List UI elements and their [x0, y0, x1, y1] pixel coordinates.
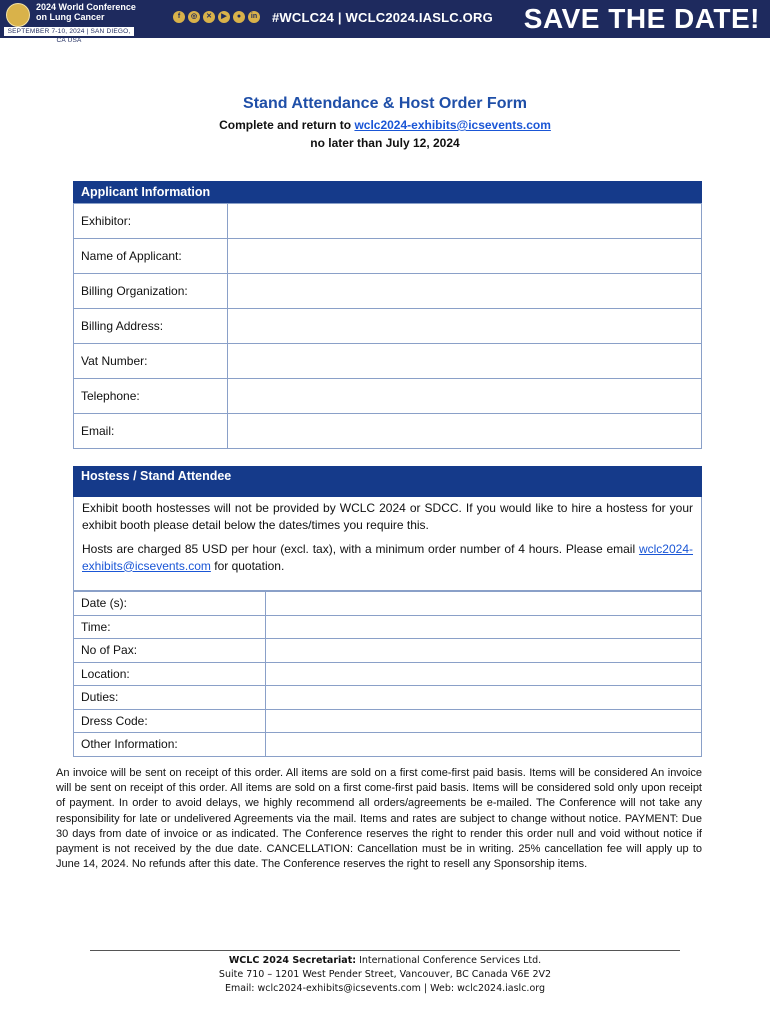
exhibits-email-link[interactable]: wclc2024-exhibits@icsevents.com	[354, 118, 551, 132]
field-input[interactable]	[228, 239, 702, 274]
field-label: Duties:	[74, 686, 266, 710]
linkedin-icon[interactable]: in	[248, 11, 260, 23]
footer-address: Suite 710 – 1201 West Pender Street, Vancouver, BC Canada V6E 2V2	[218, 969, 552, 980]
footer-contact: Email: wclc2024-exhibits@icsevents.com | Web: wclc2024.iaslc.org	[224, 983, 546, 994]
hostess-table	[73, 591, 702, 757]
field-input[interactable]	[266, 592, 702, 616]
top-banner	[0, 0, 770, 44]
hostess-row	[74, 709, 702, 733]
field-input[interactable]	[266, 709, 702, 733]
return-instruction	[0, 118, 770, 132]
field-input[interactable]	[228, 344, 702, 379]
hostess-row	[74, 592, 702, 616]
applicant-row	[74, 344, 702, 379]
hostess-paragraph-2	[82, 541, 693, 574]
conference-name-line1: 2024 World Conference	[36, 2, 136, 12]
secretariat-name: International Conference Services Ltd.	[356, 955, 542, 966]
form-title: Stand Attendance & Host Order Form	[243, 95, 527, 112]
hostess-rate-text: Hosts are charged 85 USD per hour (excl. tax), with a minimum order number of 4 hours. Please email	[82, 542, 639, 556]
applicant-row	[74, 379, 702, 414]
field-input[interactable]	[228, 309, 702, 344]
secretariat-label: WCLC 2024 Secretariat:	[228, 955, 357, 966]
conference-logo-icon	[6, 3, 30, 27]
footer-divider	[90, 950, 680, 951]
hostess-info	[73, 497, 702, 591]
field-label: Exhibitor:	[74, 204, 228, 239]
hostess-quotation-text: for quotation.	[210, 558, 285, 573]
field-input[interactable]	[266, 639, 702, 663]
facebook-icon[interactable]: f	[173, 11, 185, 23]
field-input[interactable]	[266, 662, 702, 686]
save-the-date-heading: SAVE THE DATE!	[523, 3, 760, 34]
field-label: Location:	[74, 662, 266, 686]
field-label: Name of Applicant:	[74, 239, 228, 274]
hostess-row	[74, 686, 702, 710]
field-label: Other Information:	[74, 733, 266, 757]
applicant-row	[74, 204, 702, 239]
instruction-text: Complete and return to	[219, 118, 355, 132]
applicant-row	[74, 239, 702, 274]
hashtag-website: #WCLC24 | WCLC2024.IASLC.ORG	[272, 10, 493, 25]
hostess-section-header: Hostess / Stand Attendee	[73, 466, 702, 497]
field-label: Time:	[74, 615, 266, 639]
footer-secretariat	[0, 955, 770, 966]
field-label: Billing Organization:	[74, 274, 228, 309]
field-input[interactable]	[228, 204, 702, 239]
field-input[interactable]	[228, 274, 702, 309]
field-label: Vat Number:	[74, 344, 228, 379]
youtube-icon[interactable]: ▶	[218, 11, 230, 23]
wechat-icon[interactable]: ●	[233, 11, 245, 23]
instagram-icon[interactable]: ◎	[188, 11, 200, 23]
conference-name	[36, 2, 146, 22]
hostess-row	[74, 662, 702, 686]
field-input[interactable]	[228, 414, 702, 449]
hostess-paragraph-1: Exhibit booth hostesses will not be provided by WCLC 2024 or SDCC. If you would like to hire a hostess for your exhibit booth please detail below the dates/times you require this.	[82, 501, 693, 532]
applicant-row	[74, 274, 702, 309]
field-input[interactable]	[266, 733, 702, 757]
applicant-table	[73, 203, 702, 449]
terms-and-conditions: An invoice will be sent on receipt of this order. All items are sold on a first come-first paid basis. Items will be considered An invoice will be sent on receipt of this order. All items are sold on a first come-first paid basis. Items will be considered sold only upon receipt of payment. In order to avoid delays, we highly recommend all orders/agreements be e-mailed. The Conference will not take any responsibility for late or undelivered Agreements via the mail. Items and rates are subject to change without notice. PAYMENT: Due 30 days from date of invoice or as indicated. The Conference reserves the right to render this order null and void without notice if payment is not received by the due date. CANCELLATION: Cancellation must be in writing. 25% cancellation fee will apply up to June 14, 2024. No refunds after this date. The Conference reserves the right to resell any Sponsorship items.	[56, 767, 702, 871]
field-label: Dress Code:	[74, 709, 266, 733]
hostess-row	[74, 639, 702, 663]
field-label: Telephone:	[74, 379, 228, 414]
conference-name-line2: on Lung Cancer	[36, 12, 105, 22]
field-label: Email:	[74, 414, 228, 449]
social-icons	[173, 11, 260, 23]
applicant-row	[74, 309, 702, 344]
hostess-email-link[interactable]: wclc2024-exhibits@icsevents.com	[82, 542, 693, 573]
field-label: Date (s):	[74, 592, 266, 616]
hostess-row	[74, 615, 702, 639]
hostess-row	[74, 733, 702, 757]
applicant-section-header: Applicant Information	[73, 181, 702, 203]
deadline-text: no later than July 12, 2024	[310, 136, 460, 150]
field-label: No of Pax:	[74, 639, 266, 663]
twitter-icon[interactable]: ✕	[203, 11, 215, 23]
field-input[interactable]	[266, 615, 702, 639]
date-location: SEPTEMBER 7-10, 2024 | SAN DIEGO, CA USA	[4, 27, 134, 36]
field-label: Billing Address:	[74, 309, 228, 344]
field-input[interactable]	[228, 379, 702, 414]
applicant-row	[74, 414, 702, 449]
field-input[interactable]	[266, 686, 702, 710]
